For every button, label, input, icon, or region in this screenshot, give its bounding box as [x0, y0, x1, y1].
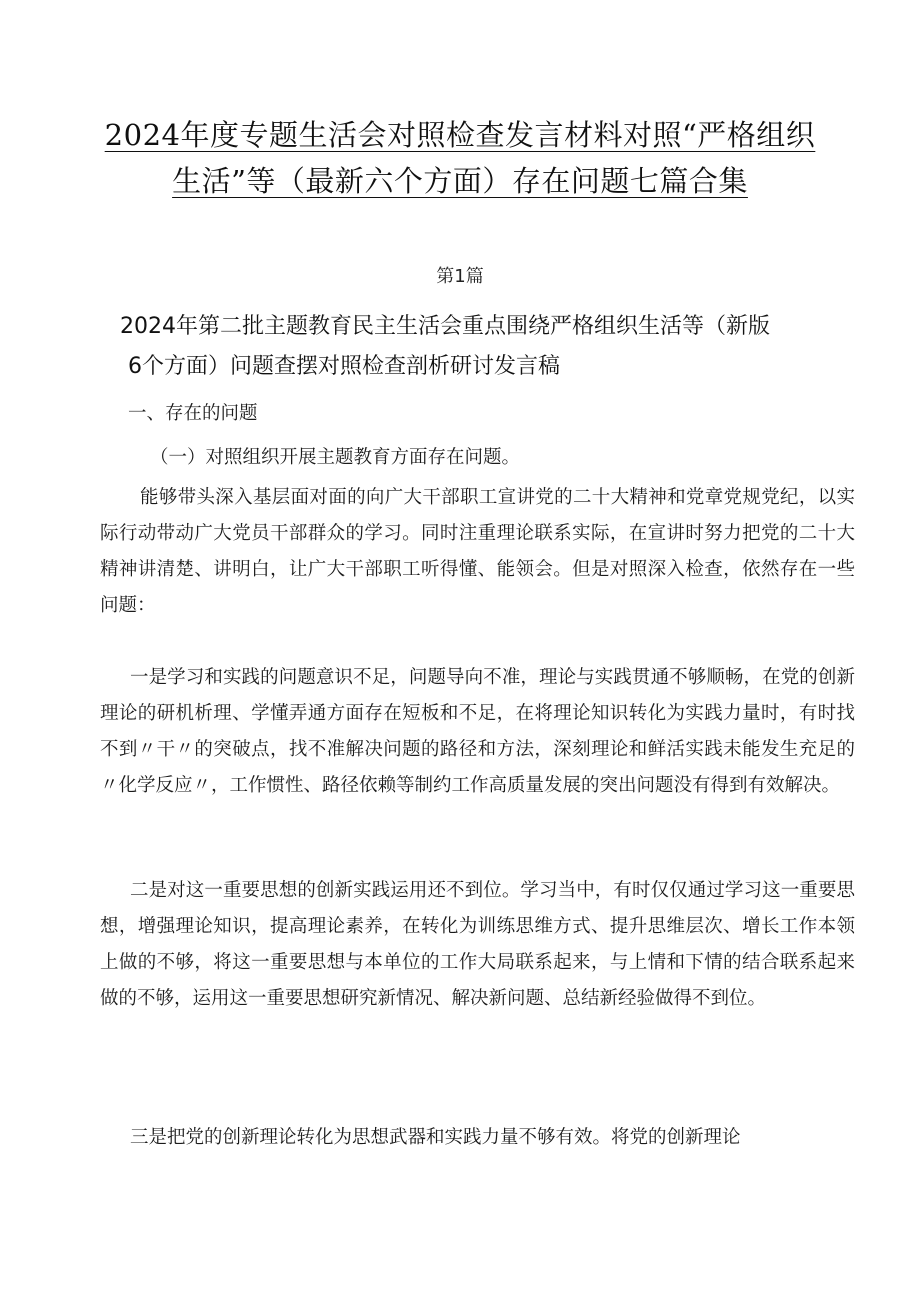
article-subtitle-line-2: 6个方面）问题查摆对照检查剖析研讨发言稿: [128, 354, 560, 379]
document-title-line-2: 生活”等（最新六个方面）存在问题七篇合集: [172, 164, 748, 198]
article-subtitle-line-1: 2024年第二批主题教育民主生活会重点围绕严格组织生活等（新版: [120, 314, 770, 339]
part-label: 第1篇: [436, 266, 484, 287]
body-paragraph: 三是把党的创新理论转化为思想武器和实践力量不够有效。将党的创新理论: [130, 1127, 741, 1148]
body-paragraph: 二是对这一重要思想的创新实践运用还不到位。学习当中，有时仅仅通过学习这一重要思想，增强理论知识，提高理论素养，在转化为训练思维方式、提升思维层次、增长工作本领上做的不够，将这一重要思想与本单位的工作大局联系起来，与上情和下情的结合联系起来做的不够，运用这一重要思想研究新情况、解决新问题、总结新经验做得不到位。: [100, 880, 855, 1009]
subsection-heading: （一）对照组织开展主题教育方面存在问题。: [150, 447, 521, 468]
document-title-line-1: 2024年度专题生活会对照检查发言材料对照“严格组织: [104, 118, 816, 152]
document-title: [60, 112, 860, 204]
body-paragraph: 一是学习和实践的问题意识不足，问题导向不准，理论与实践贯通不够顺畅，在党的创新理论的研机析理、学懂弄通方面存在短板和不足，在将理论知识转化为实践力量时，有时找不到〃干〃的突破点，找不准解决问题的路径和方法，深刻理论和鲜活实践未能发生充足的〃化学反应〃，工作惯性、路径依赖等制约工作高质量发展的突出问题没有得到有效解决。: [100, 667, 855, 796]
section-heading: 一、存在的问题: [128, 403, 258, 424]
body-paragraph: 能够带头深入基层面对面的向广大干部职工宣讲党的二十大精神和党章党规党纪，以实际行动带动广大党员干部群众的学习。同时注重理论联系实际，在宣讲时努力把党的二十大精神讲清楚、讲明白，让广大干部职工听得懂、能领会。但是对照深入检查，依然存在一些问题：: [100, 487, 855, 616]
article-subtitle: [120, 307, 860, 387]
